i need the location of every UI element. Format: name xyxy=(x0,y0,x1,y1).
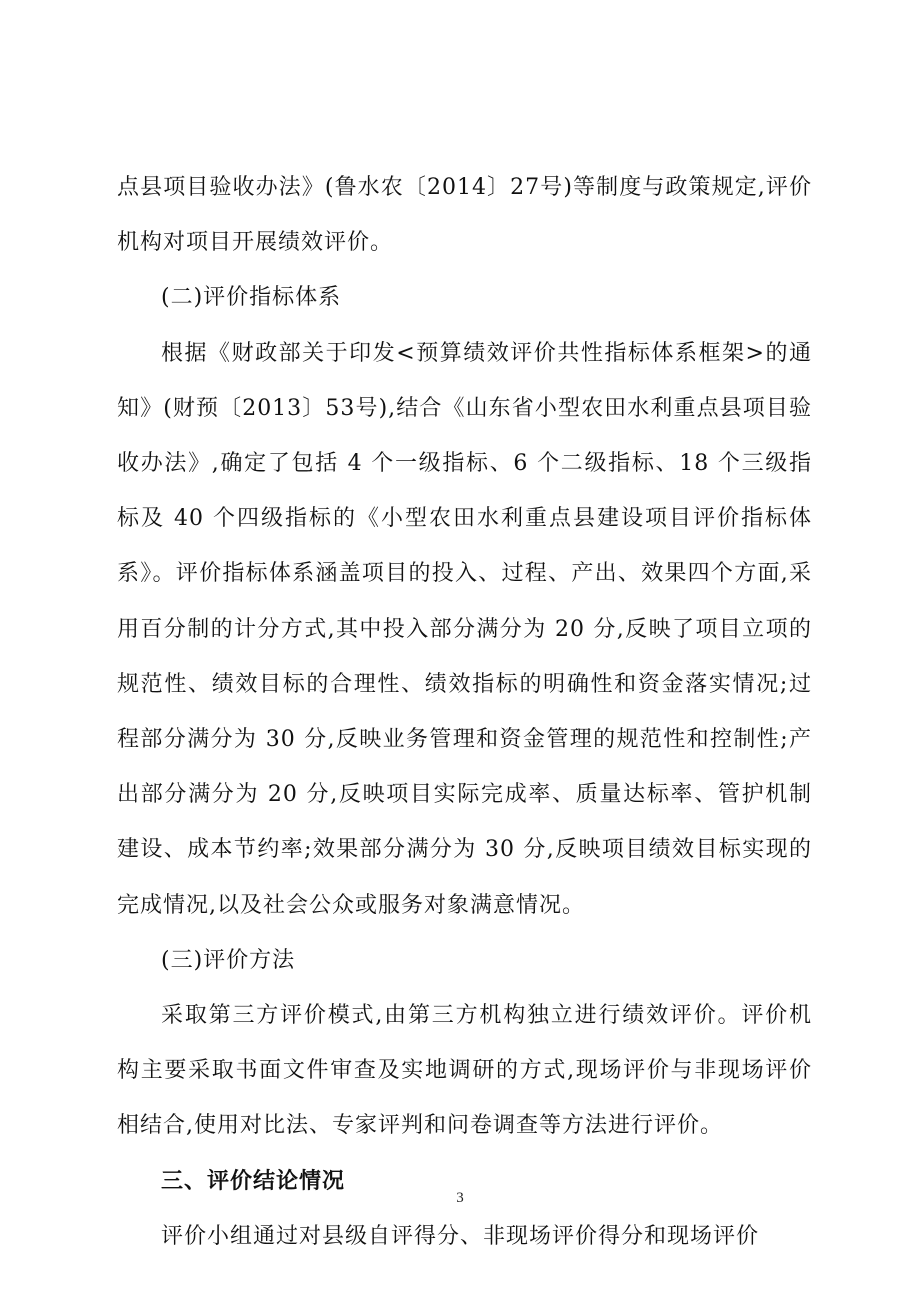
document-body xyxy=(117,160,812,1264)
paragraph-evaluation-method: 采取第三方评价模式,由第三方机构独立进行绩效评价。评价机构主要采取书面文件审查及实地调研的方式,现场评价与非现场评价相结合,使用对比法、专家评判和问卷调查等方法进行评价。 xyxy=(117,1003,812,1139)
heading-evaluation-conclusion: 三、评价结论情况 xyxy=(161,1168,346,1194)
paragraph-evaluation-conclusion: 评价小组通过对县级自评得分、非现场评价得分和现场评价 xyxy=(161,1223,760,1249)
subheading-evaluation-method: (三)评价方法 xyxy=(161,947,296,973)
paragraph-indicator-system: 根据《财政部关于印发<预算绩效评价共性指标体系框架>的通知》(财预〔2013〕53号),结合《山东省小型农田水利重点县项目验收办法》,确定了包括 4 个一级指标、6 个二级指标、18 个三级指标及 40 个四级指标的《小型农田水利重点县建设项目评价指标体系》。评价指标体系涵盖项目的投入、过程、产出、效果四个方面,采用百分制的计分方式,其中投入部分满分为 20 分,反映了项目立项的规范性、绩效目标的合理性、绩效指标的明确性和资金落实情况;过程部分满分为 30 分,反映业务管理和资金管理的规范性和控制性;产出部分满分为 20 分,反映项目实际完成率、质量达标率、管护机制建设、成本节约率;效果部分满分为 30 分,反映项目绩效目标实现的完成情况,以及社会公众或服务对象满意情况。 xyxy=(117,340,812,918)
subheading-evaluation-indicator-system: (二)评价指标体系 xyxy=(161,285,342,311)
page-number: 3 xyxy=(456,1190,464,1206)
paragraph-continuation: 点县项目验收办法》(鲁水农〔2014〕27号)等制度与政策规定,评价机构对项目开展绩效评价。 xyxy=(117,175,812,256)
